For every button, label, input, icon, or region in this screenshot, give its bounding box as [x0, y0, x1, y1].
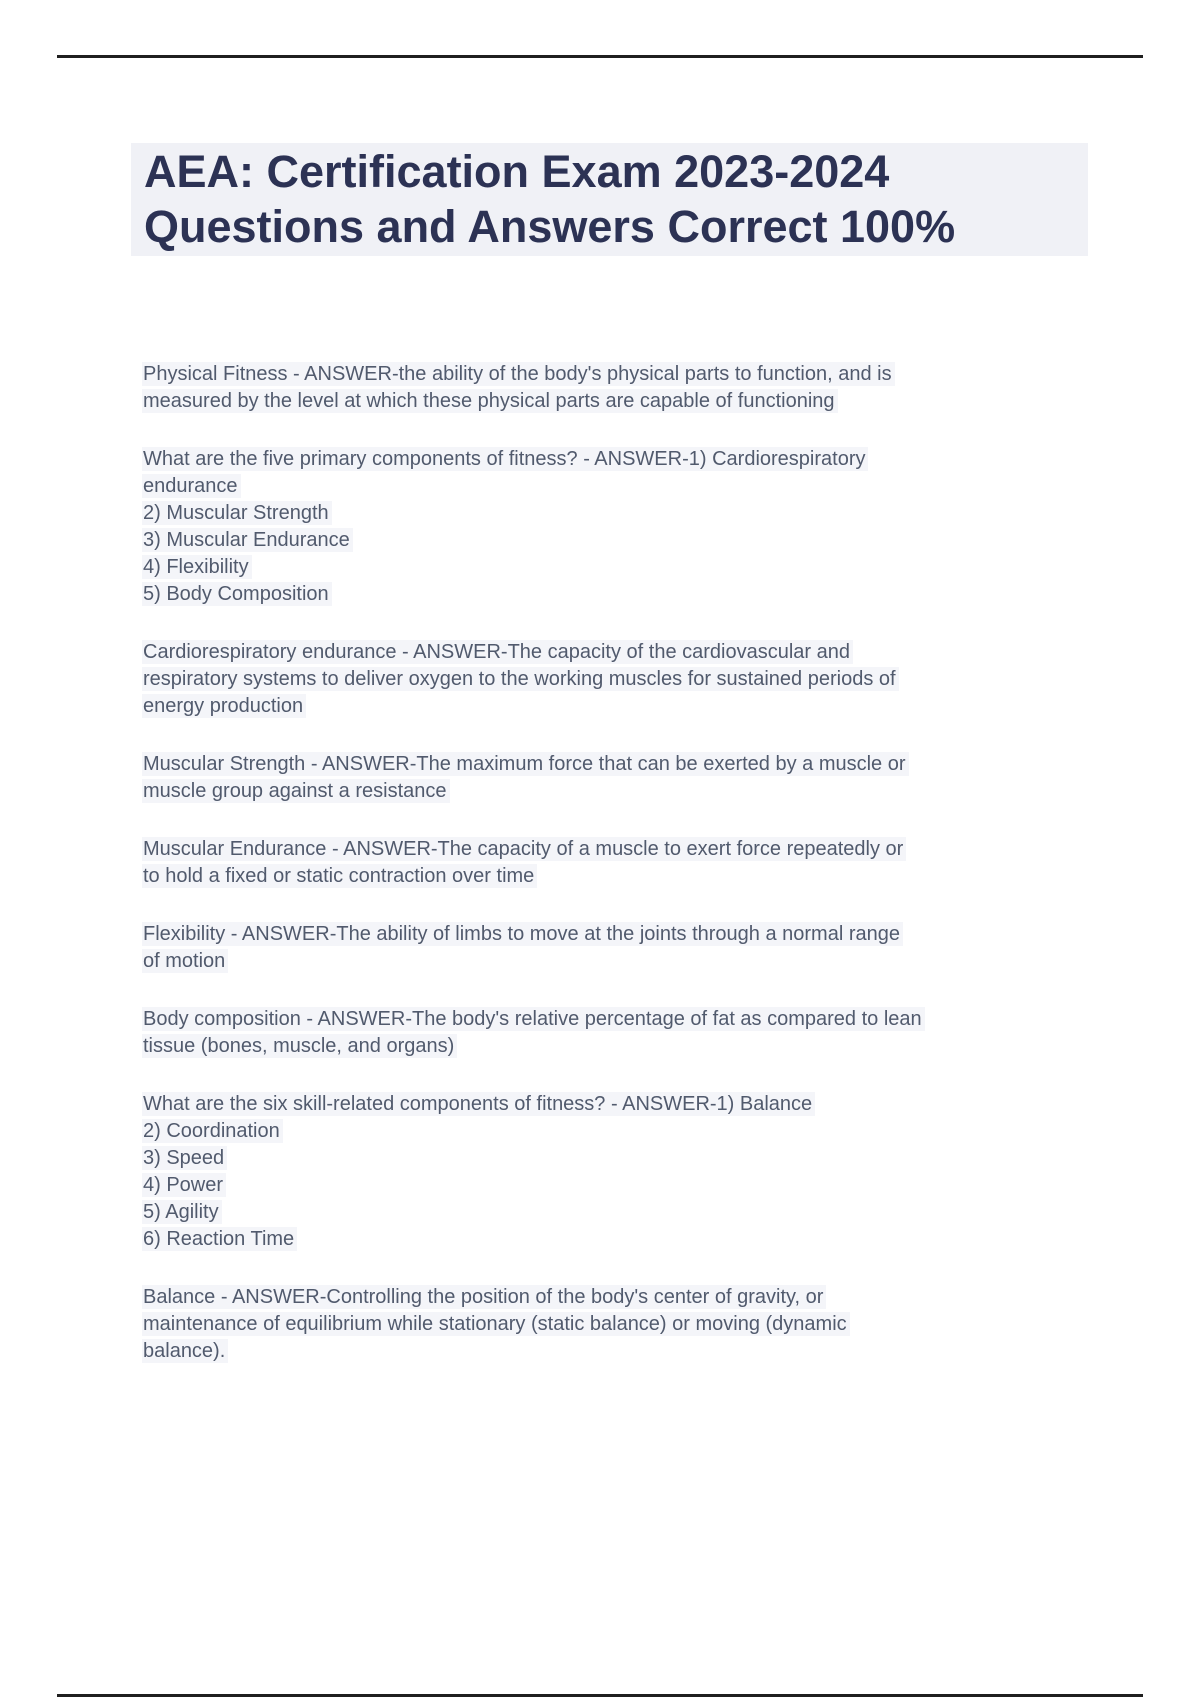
document-title [131, 143, 1088, 256]
qa-paragraph [143, 751, 1143, 805]
qa-line: Body composition - ANSWER-The body's relative percentage of fat as compared to lean [143, 1006, 1143, 1033]
qa-line: Muscular Endurance - ANSWER-The capacity of a muscle to exert force repeatedly or [143, 836, 1143, 863]
qa-paragraph [143, 921, 1143, 975]
qa-line: 6) Reaction Time [143, 1226, 1143, 1253]
qa-line: 5) Body Composition [143, 581, 1143, 608]
qa-paragraph [143, 1091, 1143, 1253]
qa-line: endurance [143, 473, 1143, 500]
qa-line: to hold a fixed or static contraction over time [143, 863, 1143, 890]
qa-line: Flexibility - ANSWER-The ability of limbs to move at the joints through a normal range [143, 921, 1143, 948]
qa-body [143, 361, 1143, 1396]
qa-line: What are the five primary components of fitness? - ANSWER-1) Cardiorespiratory [143, 446, 1143, 473]
qa-line: What are the six skill-related components of fitness? - ANSWER-1) Balance [143, 1091, 1143, 1118]
bottom-rule [57, 1694, 1143, 1697]
qa-paragraph [143, 361, 1143, 415]
qa-line: respiratory systems to deliver oxygen to the working muscles for sustained periods of [143, 666, 1143, 693]
qa-line: 4) Flexibility [143, 554, 1143, 581]
qa-line: 2) Coordination [143, 1118, 1143, 1145]
qa-line: 5) Agility [143, 1199, 1143, 1226]
top-rule [57, 55, 1143, 58]
qa-line: 2) Muscular Strength [143, 500, 1143, 527]
document-title-line-2: Questions and Answers Correct 100% [144, 201, 956, 252]
qa-line: measured by the level at which these physical parts are capable of functioning [143, 388, 1143, 415]
qa-paragraph [143, 1006, 1143, 1060]
qa-line: 4) Power [143, 1172, 1143, 1199]
qa-line: tissue (bones, muscle, and organs) [143, 1033, 1143, 1060]
qa-line: 3) Speed [143, 1145, 1143, 1172]
qa-paragraph [143, 1284, 1143, 1365]
qa-line: energy production [143, 693, 1143, 720]
qa-line: Physical Fitness - ANSWER-the ability of the body's physical parts to function, and is [143, 361, 1143, 388]
qa-line: Balance - ANSWER-Controlling the position of the body's center of gravity, or [143, 1284, 1143, 1311]
qa-paragraph [143, 446, 1143, 608]
qa-line: muscle group against a resistance [143, 778, 1143, 805]
document-title-line-1: AEA: Certification Exam 2023-2024 [144, 146, 890, 197]
qa-paragraph [143, 836, 1143, 890]
qa-line: Cardiorespiratory endurance - ANSWER-The capacity of the cardiovascular and [143, 639, 1143, 666]
qa-line: Muscular Strength - ANSWER-The maximum force that can be exerted by a muscle or [143, 751, 1143, 778]
qa-line: of motion [143, 948, 1143, 975]
qa-paragraph [143, 639, 1143, 720]
qa-line: maintenance of equilibrium while stationary (static balance) or moving (dynamic [143, 1311, 1143, 1338]
qa-line: balance). [143, 1338, 1143, 1365]
qa-line: 3) Muscular Endurance [143, 527, 1143, 554]
